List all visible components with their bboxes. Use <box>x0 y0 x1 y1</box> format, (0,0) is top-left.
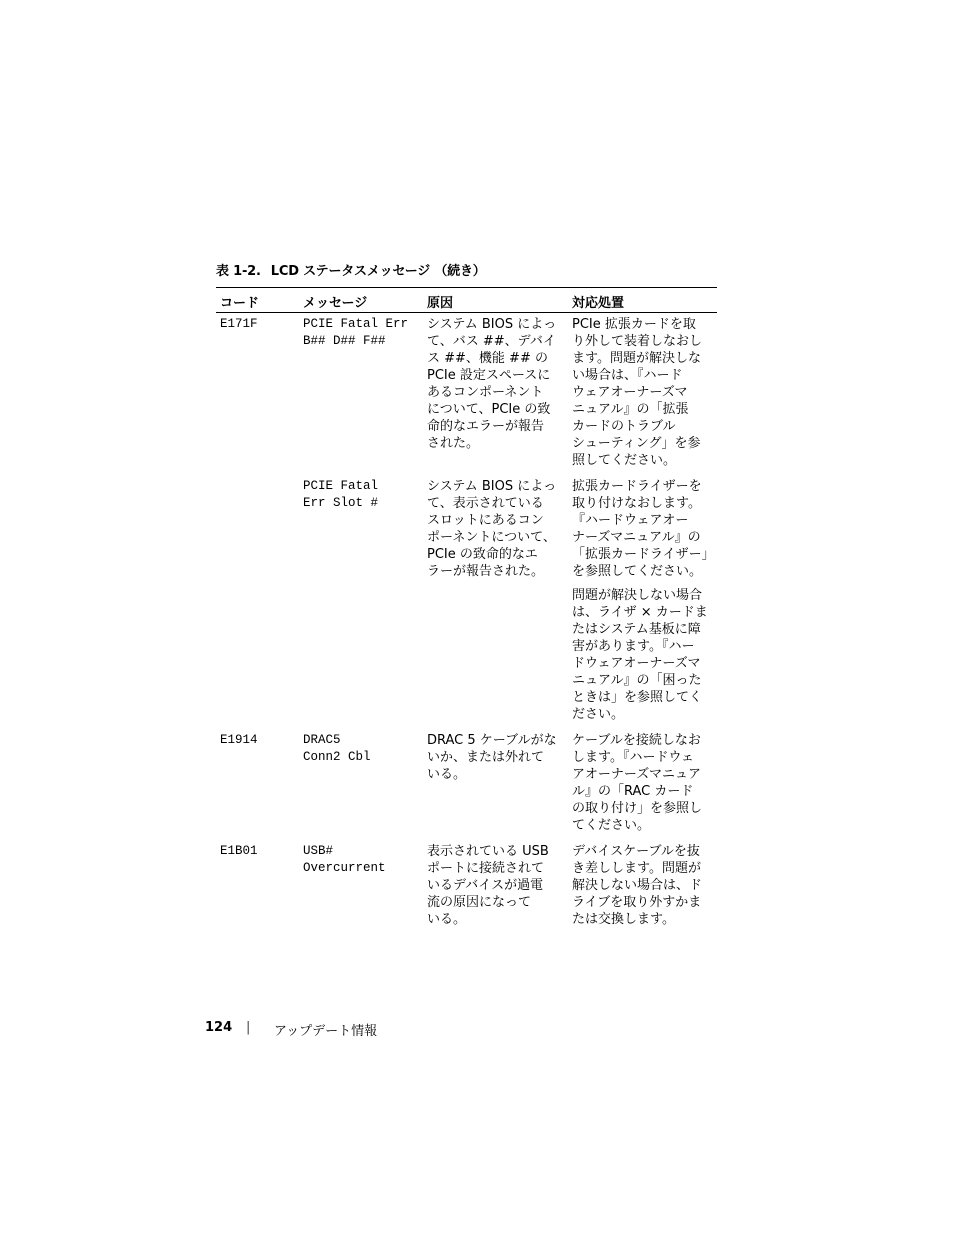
table-caption <box>216 260 486 279</box>
page-number: 124 <box>205 1020 233 1035</box>
table-header <box>216 288 717 312</box>
lcd-status-table <box>216 287 717 973</box>
row-message: USB# Overcurrent <box>303 844 386 875</box>
row-code: E1914 <box>220 733 258 747</box>
row-cause: システム BIOS によっ て、表示されている スロットにあるコン ポーネントについて、 PCIe の致命的なエ ラーが報告された。 <box>427 479 557 579</box>
row-message: DRAC5 Conn2 Cbl <box>303 733 371 764</box>
header-message: メッセージ <box>303 296 368 311</box>
row-cause: DRAC 5 ケーブルがな いか、または外れて いる。 <box>427 733 557 782</box>
row-message: PCIE Fatal Err Slot # <box>303 479 379 510</box>
row-action: 拡張カードライザーを 取り付けなおします。 『ハードウェアオー ナーズマニュアル』の 「拡張カードライザー」 を参照してください。 <box>572 479 715 579</box>
footer-separator: | <box>246 1020 251 1035</box>
row-action: PCIe 拡張カードを取 り外して装着しなおし ます。問題が解決しな い場合は、『ハード ウェアオーナーズマ ニュアル』の「拡張 カードのトラブル シューティング」を参 照してください。 <box>572 317 703 468</box>
header-code: コード <box>220 296 260 311</box>
row-code: E1B01 <box>220 844 258 858</box>
footer-section-title: アップデート情報 <box>274 1024 378 1039</box>
row-cause: システム BIOS によっ て、バス ##、デバイ ス ##、機能 ## の PCIe 設定スペースに あるコンポーネント について、PCIe の致 命的なエラーが報告 された。 <box>427 317 557 451</box>
header-action: 対応処置 <box>572 296 625 311</box>
row-action: デバイスケーブルを抜 き差しします。問題が 解決しない場合は、ド ライブを取り外すかま たは交換します。 <box>572 844 703 927</box>
row-cause: 表示されている USB ポートに接続されて いるデバイスが過電 流の原因になって いる。 <box>427 844 549 927</box>
row-message: PCIE Fatal Err B## D## F## <box>303 317 409 348</box>
row-action: ケーブルを接続しなお します。『ハードウェ アオーナーズマニュア ル』の「RAC カード の取り付け」を参照し てください。 <box>572 733 703 833</box>
table-number: 表 1-2. <box>216 264 261 279</box>
header-cause: 原因 <box>427 296 454 311</box>
row-code: E171F <box>220 317 258 331</box>
row-action-note: 問題が解決しない場合 は、ライザ × カードま たはシステム基板に障 害があります。『ハー ドウェアオーナーズマ ニュアル』の「困った ときは」を参照してく ださい。 <box>572 588 708 722</box>
table-body <box>216 313 717 973</box>
table-title: LCD ステータスメッセージ （続き） <box>270 264 486 279</box>
